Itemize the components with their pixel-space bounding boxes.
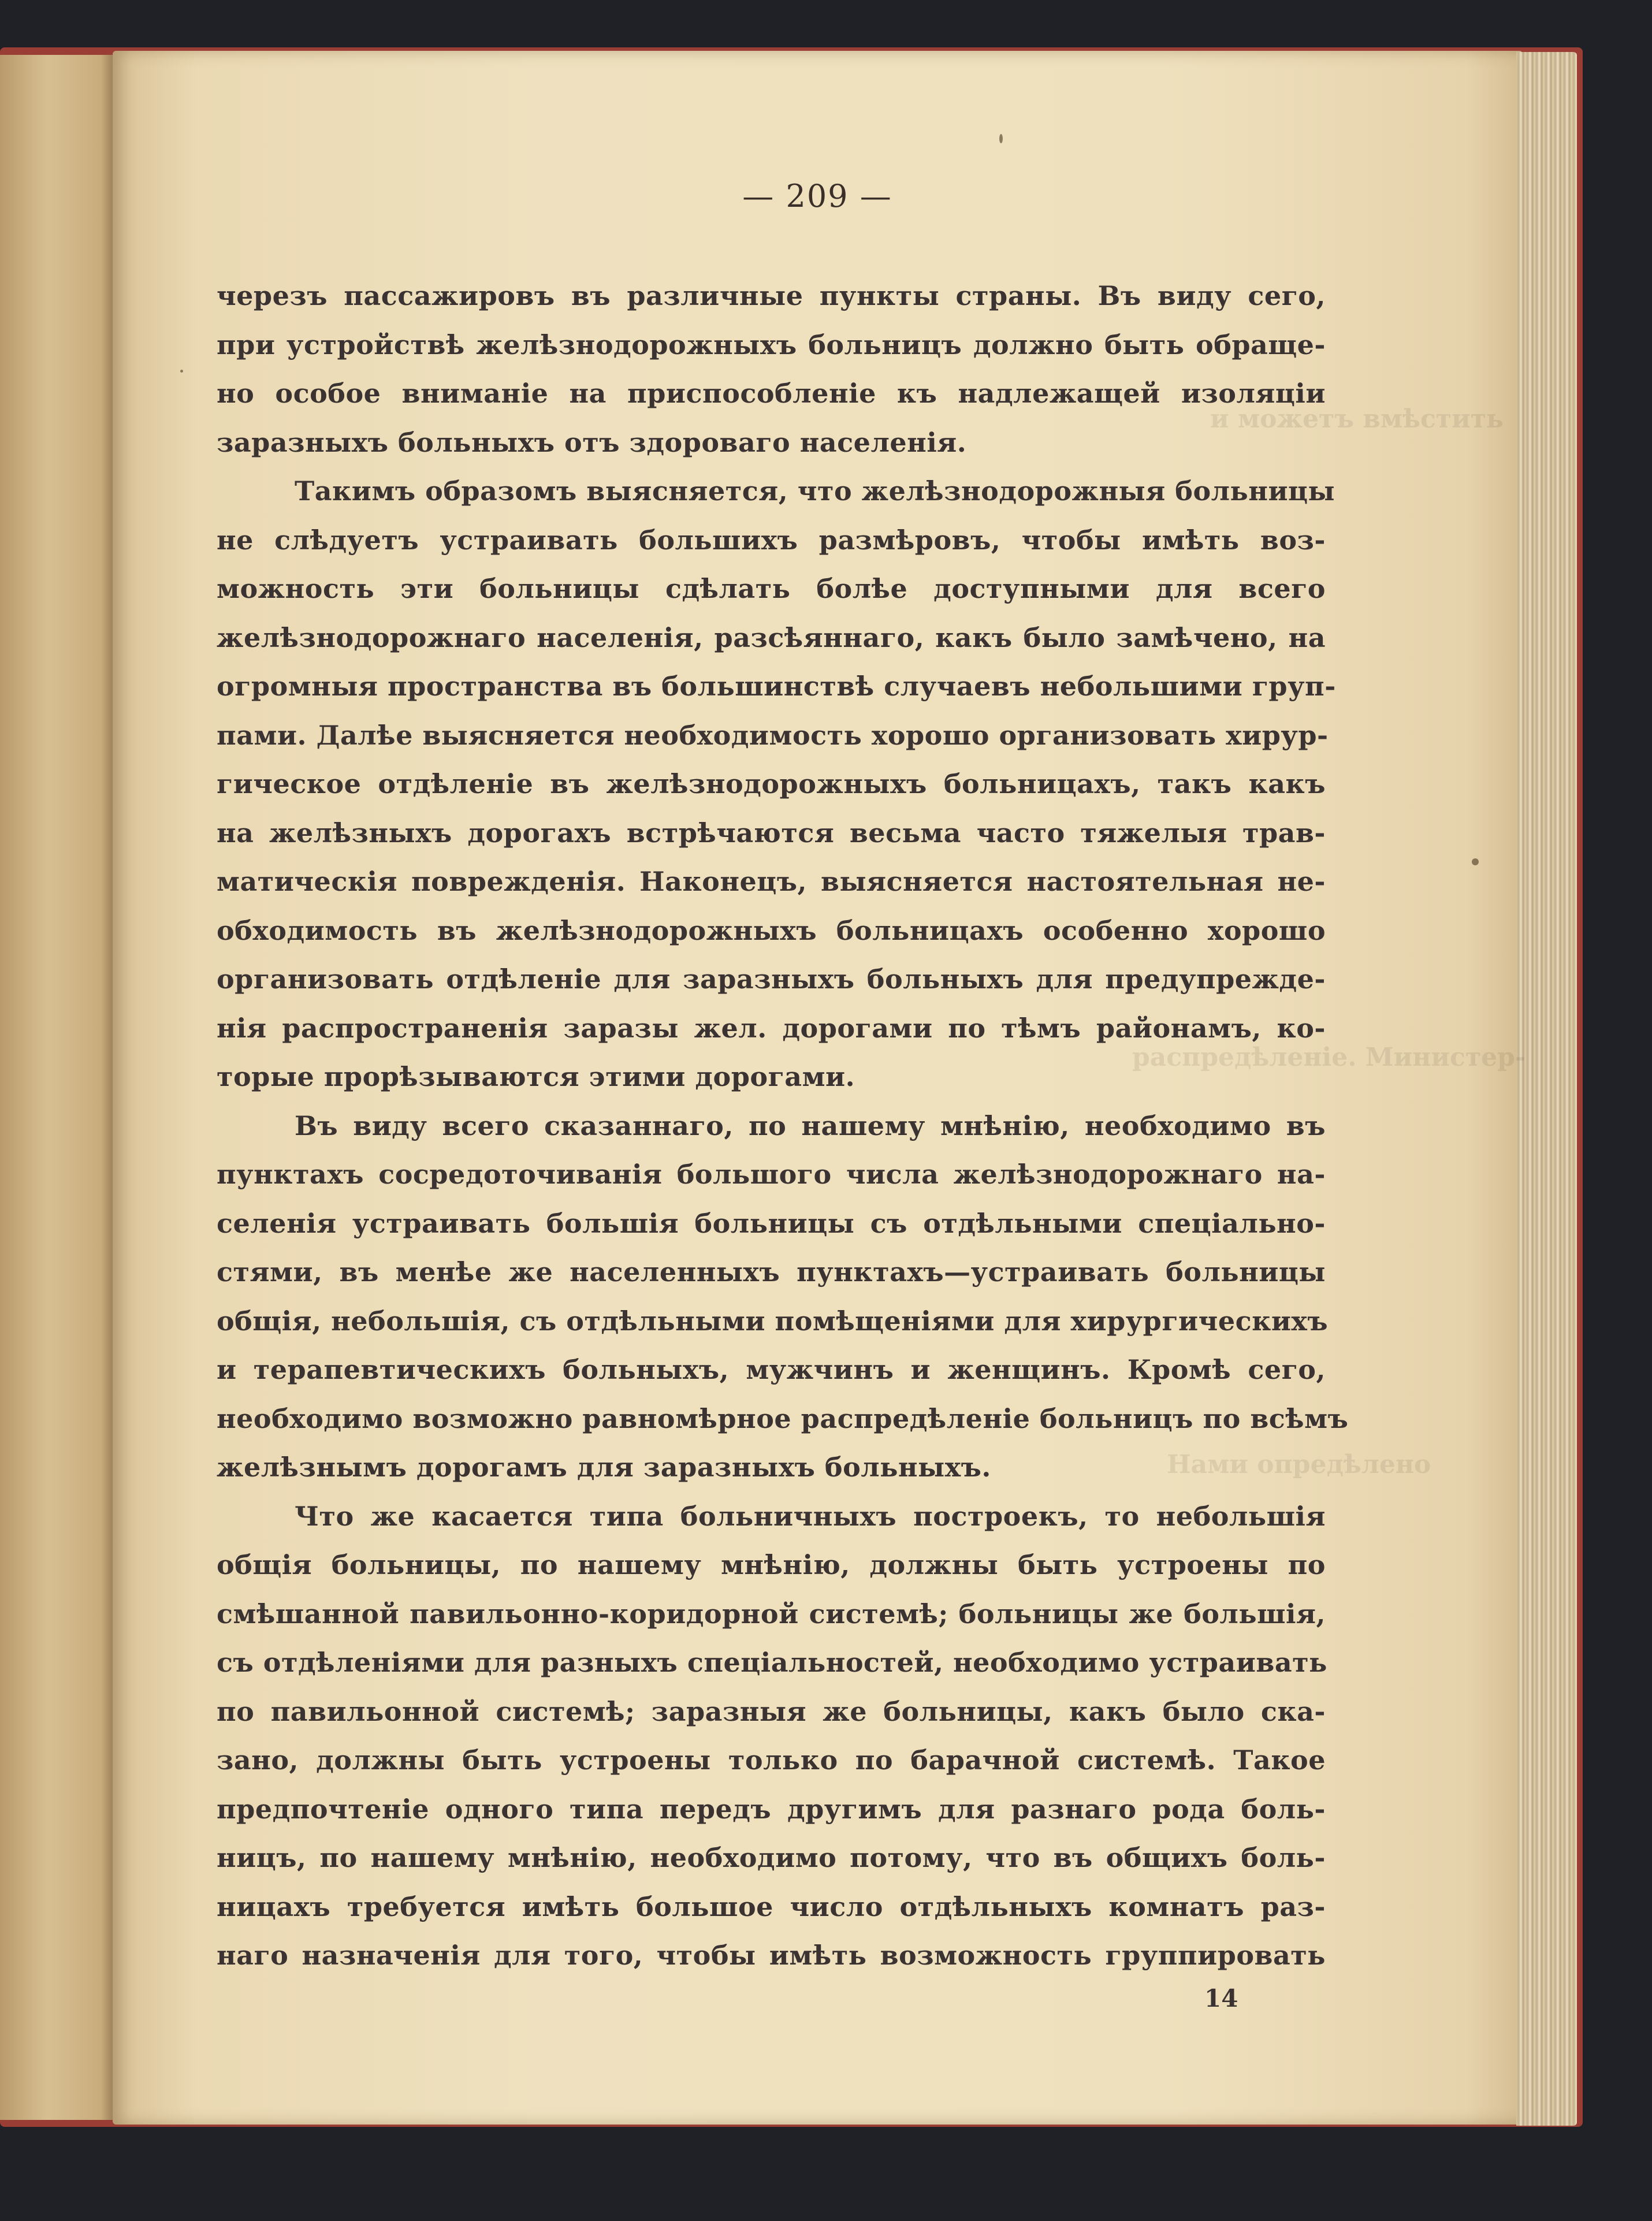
text-line: матическія поврежденія. Наконецъ, выясняется настоятельная не- [217, 866, 1326, 897]
text-line: и терапевтическихъ больныхъ, мужчинъ и женщинъ. Кромѣ сего, [217, 1354, 1326, 1385]
text-line: Въ виду всего сказаннаго, по нашему мнѣнію, необходимо въ [295, 1110, 1326, 1141]
page-stack-edges [1516, 52, 1577, 2126]
paragraph [217, 1492, 1326, 1980]
ink-speck [180, 370, 183, 373]
text-line: смѣшанной павильонно-коридорной системѣ; больницы же большія, [217, 1598, 1326, 1630]
text-line: заразныхъ больныхъ отъ здороваго населенія. [217, 426, 967, 458]
text-line: съ отдѣленіями для разныхъ спеціальностей, необходимо устраивать [217, 1647, 1327, 1678]
bleed-through-text: распредѣленіе. Министер- [1132, 1043, 1526, 1072]
text-line: зано, должны быть устроены только по барачной системѣ. Такое [217, 1744, 1326, 1776]
text-line: торые прорѣзываются этими дорогами. [217, 1061, 855, 1092]
text-line: наго назначенія для того, чтобы имѣть возможность группировать [217, 1940, 1326, 1971]
text-line: Что же касается типа больничныхъ построекъ, то небольшія [295, 1500, 1326, 1532]
text-line: можность эти больницы сдѣлать болѣе доступными для всего [217, 573, 1326, 604]
text-line: пунктахъ сосредоточиванія большого числа желѣзнодорожнаго на- [217, 1159, 1326, 1190]
text-line: необходимо возможно равномѣрное распредѣленіе больницъ по всѣмъ [217, 1402, 1349, 1434]
text-line: по павильонной системѣ; заразныя же больницы, какъ было ска- [217, 1695, 1326, 1727]
ink-speck [999, 134, 1003, 143]
ink-speck [1472, 858, 1479, 865]
text-line: но особое вниманіе на приспособленіе къ надлежащей изоляціи [217, 378, 1326, 409]
bleed-through-text: Нами опредѣлено [1167, 1450, 1431, 1479]
paragraph [217, 271, 1326, 467]
text-line: предпочтеніе одного типа передъ другимъ для разнаго рода боль- [217, 1793, 1326, 1825]
text-line: Такимъ образомъ выясняется, что желѣзнодорожныя больницы [295, 475, 1335, 507]
text-line: гическое отдѣленіе въ желѣзнодорожныхъ больницахъ, такъ какъ [217, 768, 1326, 799]
text-line: обходимость въ желѣзнодорожныхъ больницахъ особенно хорошо [217, 914, 1326, 946]
text-line: черезъ пассажировъ въ различные пункты страны. Въ виду сего, [217, 280, 1326, 311]
paragraph [217, 1102, 1349, 1492]
text-line: нія распространенія заразы жел. дорогами по тѣмъ районамъ, ко- [217, 1012, 1326, 1044]
page-number-header: — 209 — [742, 178, 892, 214]
text-line: общія больницы, по нашему мнѣнію, должны быть устроены по [217, 1549, 1326, 1580]
text-line: не слѣдуетъ устраивать большихъ размѣровъ, чтобы имѣть воз- [217, 524, 1326, 556]
text-line: ницахъ требуется имѣть большое число отдѣльныхъ комнатъ раз- [217, 1891, 1326, 1922]
left-page-edge [0, 55, 118, 2120]
text-line: на желѣзныхъ дорогахъ встрѣчаются весьма часто тяжелыя трав- [217, 817, 1326, 849]
text-line: селенія устраивать большія больницы съ отдѣльными спеціально- [217, 1207, 1326, 1239]
text-line: общія, небольшія, съ отдѣльными помѣщеніями для хирургическихъ [217, 1305, 1329, 1337]
text-line: желѣзнымъ дорогамъ для заразныхъ больныхъ. [217, 1452, 991, 1483]
text-line: огромныя пространства въ большинствѣ случаевъ небольшими груп- [217, 671, 1336, 702]
text-line: при устройствѣ желѣзнодорожныхъ больницъ должно быть обраще- [217, 329, 1326, 360]
text-line: пами. Далѣе выясняется необходимость хорошо организовать хирур- [217, 719, 1329, 751]
text-line: желѣзнодорожнаго населенія, разсѣяннаго, какъ было замѣчено, на [217, 622, 1326, 653]
bleed-through-text: и можетъ вмѣстить [1210, 404, 1504, 434]
text-line: организовать отдѣленіе для заразныхъ больныхъ для предупрежде- [217, 963, 1326, 995]
signature-mark: 14 [1204, 1984, 1238, 2012]
text-line: стями, въ менѣе же населенныхъ пунктахъ—устраивать больницы [217, 1256, 1326, 1288]
text-line: ницъ, по нашему мнѣнію, необходимо потому, что въ общихъ боль- [217, 1842, 1326, 1873]
